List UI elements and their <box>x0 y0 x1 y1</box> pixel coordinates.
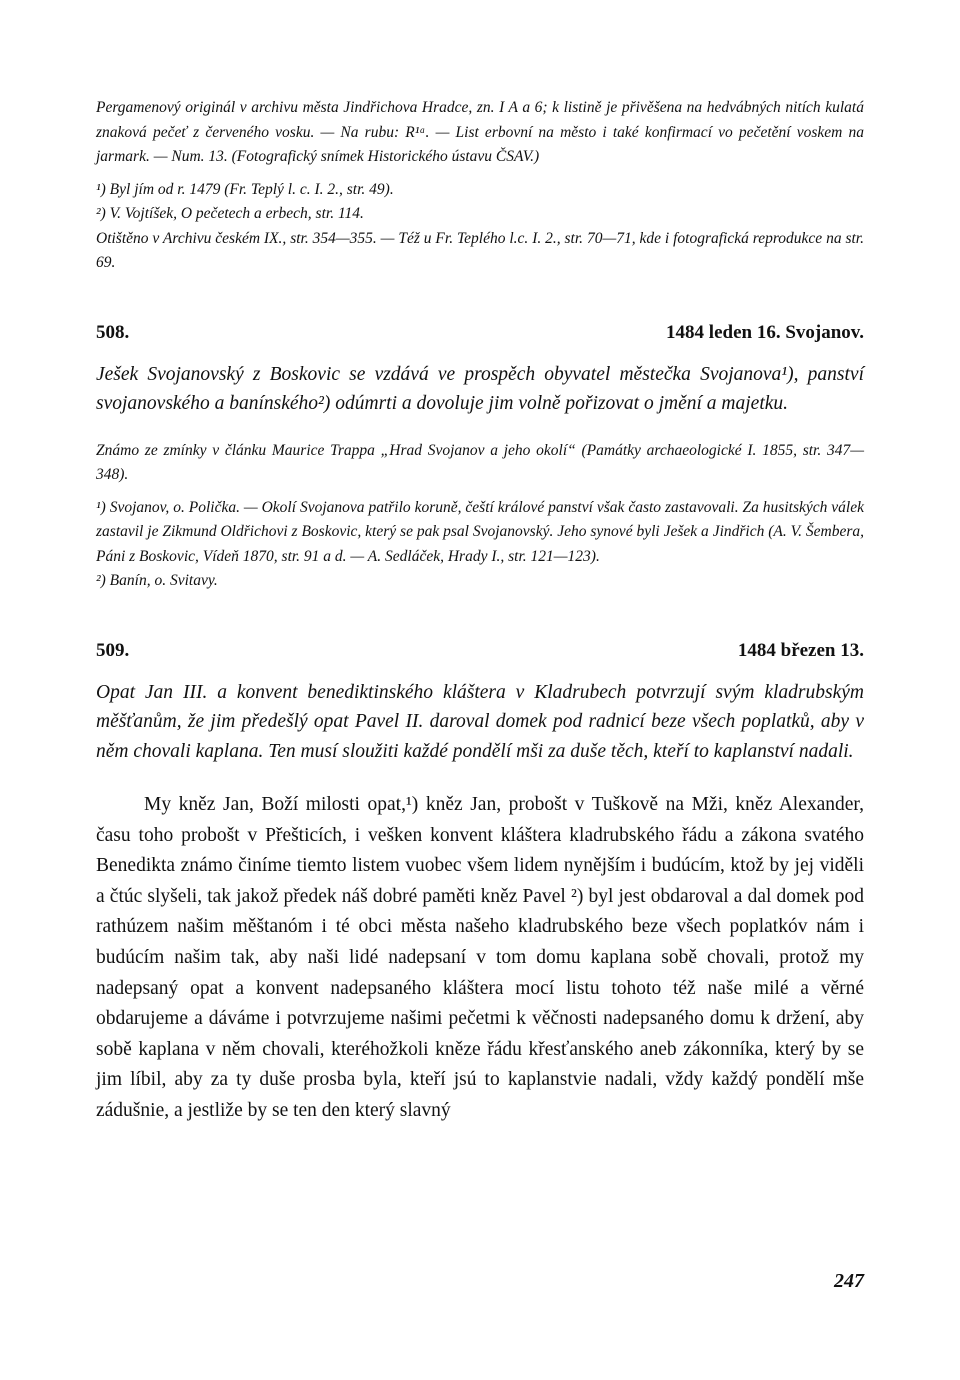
entry-508 <box>96 320 864 594</box>
footnote: ²) Banín, o. Svitavy. <box>96 572 218 589</box>
entry-date-place: 1484 leden 16. Svojanov. <box>666 321 864 343</box>
footnote: ¹) Byl jím od r. 1479 (Fr. Teplý l. c. I. 2., str. 49). <box>96 180 394 198</box>
entry-509 <box>96 638 864 1127</box>
source-note: Známo ze zmínky v článku Maurice Trappa „Hrad Svojanov a jeho okolí“ (Památky archaeologické I. 1855, str. 347—348). <box>96 441 864 483</box>
footnote: ¹) Svojanov, o. Polička. — Okolí Svojanova patřilo koruně, čeští králové panství však často zastavovali. Za husitských válek zastavil je Zikmund Oldřichovi z Boskovic, který se pak psal Svojanovský. Jeho synové byli Ješek a Jindřich (A. V. Šembera, Páni z Boskovic, Vídeň 1870, str. 91 a d. — A. Sedláček, Hrady I., str. 121—123). <box>96 498 864 565</box>
charter-text: My kněz Jan, Boží milosti opat,¹) kněz Jan, probošt v Tuškově na Mži, kněz Alexander, času toho probošt v Přešticích, i vešken konvent kláštera kladrubského řádu a zákona svatého Benedikta známo činíme tiemto listem vuobec všem lidem nynějším i budúcím, ktož by jej viděli a čtúc slyšeli, tak jakož předek náš dobré paměti kněz Pavel ²) byl jest obdaroval a dal domek pod rathúzem našim měštanóm i té obci města našeho kladrubského beze všech poplatkóv nám i budúcím našim tak, aby naši lidé nadepsaní v tom domu kaplana sobě chovali, protož my nadepsaný opat a konvent nadepsaného kláštera mocí listu tohoto též naše milé a věrné obdarujeme a dáváme i potvrzujeme našimi pečetmi k věčnosti nadepsaného domu k držení, aby sobě kaplana v něm chovali, kteréhožkoli kněze řádu křesťanského aneb zákonníka, který by se jim líbil, aby za ty duše prosba byla, kteří jsú to kaplanstvie nadali, vždy každý pondělí mše zádušnie, a jestliže by se ten den který slavný <box>96 794 864 1121</box>
page-number: 247 <box>834 1270 864 1292</box>
entry-date-place: 1484 březen 13. <box>737 639 864 661</box>
entry-number: 508. <box>96 321 130 343</box>
edition-note: Otištěno v Archivu českém IX., str. 354—355. — Též u Fr. Teplého l.c. I. 2., str. 70—71, kde i fotografická reprodukce na str. 69. <box>96 229 864 271</box>
entry-number: 509. <box>96 639 130 661</box>
regest: Ješek Svojanovský z Boskovic se vzdává ve prospěch obyvatel městečka Svojanova¹), panství svojanovského a banínského²) odúmrti a dovoluje jim volně pořizovat o jmění a majetku. <box>96 363 864 414</box>
entry-header <box>96 320 864 346</box>
entry-header <box>96 638 864 664</box>
previous-entry-apparatus <box>96 96 864 276</box>
footnote: ²) V. Vojtíšek, O pečetech a erbech, str. 114. <box>96 205 364 222</box>
document-page <box>96 96 864 1127</box>
regest: Opat Jan III. a konvent benediktinského kláštera v Kladrubech potvrzují svým kladrubským měšťanům, že jim předešlý opat Pavel II. daroval domek pod radnicí beze všech poplatků, aby v něm chovali kaplana. Ten musí sloužiti každé pondělí mši za duše těch, kteří to kaplanství nadali. <box>96 681 864 762</box>
source-note: Pergamenový originál v archivu města Jindřichova Hradce, zn. I A a 6; k listině je přivěšena na hedvábných nitích kulatá znaková pečeť z červeného vosku. — Na rubu: R¹ᵃ. — List erbovní na město i také konfirmací vo pečetění voskem na jarmark. — Num. 13. (Fotografický snímek Historického ústavu ČSAV.) <box>96 99 864 165</box>
